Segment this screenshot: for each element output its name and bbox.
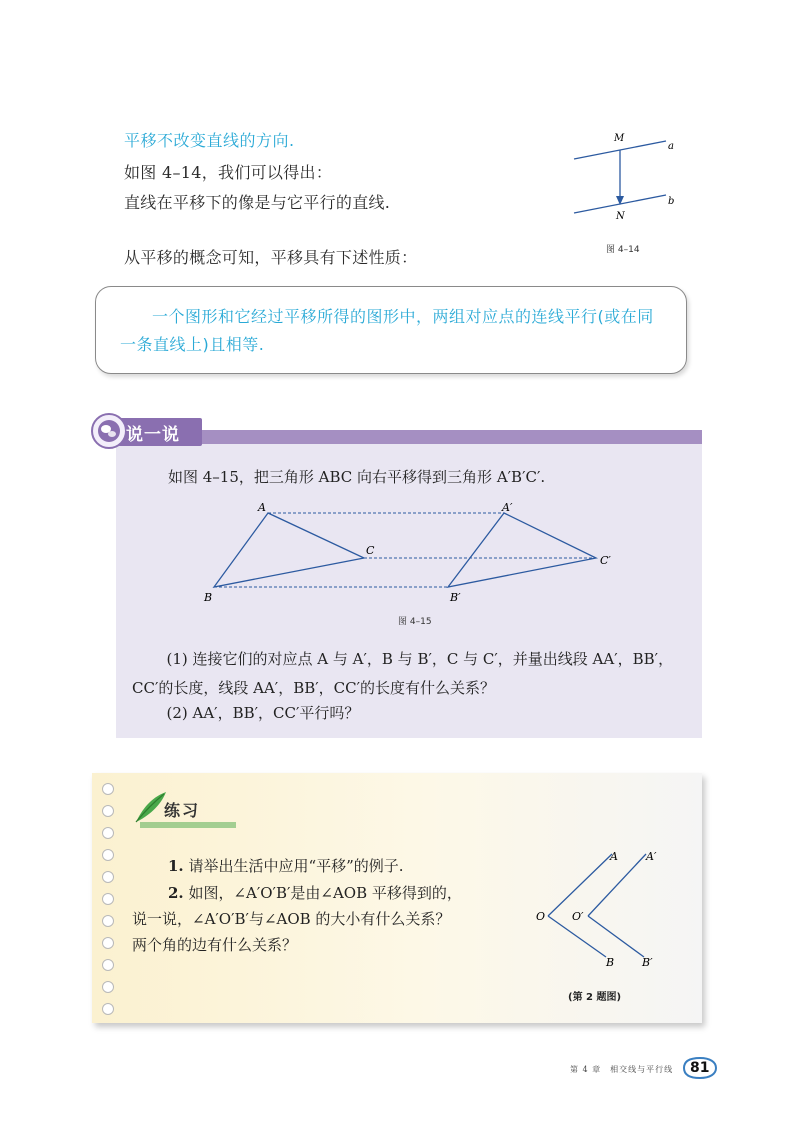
practice-underline <box>140 822 236 828</box>
discuss-header-bar <box>180 430 702 444</box>
label-O-prime: O′ <box>572 910 584 923</box>
triangle-a1b1c1 <box>448 513 596 587</box>
figure-4-14-caption: 图 4–14 <box>606 245 640 255</box>
question-number: 2. <box>168 884 184 902</box>
intro-line-1: 如图 4–14，我们可以得出： <box>124 163 333 182</box>
binder-ring <box>102 849 114 861</box>
triangle-abc <box>214 513 364 587</box>
label-B-prime: B′ <box>642 956 653 969</box>
label-B: B <box>204 591 213 604</box>
label-A: A <box>258 501 266 514</box>
speech-bubble-icon <box>90 412 128 450</box>
figure-question-2-caption: (第 2 题图) <box>568 992 622 1003</box>
binder-ring <box>102 871 114 883</box>
discuss-label: 说一说 <box>126 425 180 445</box>
practice-question-1 <box>168 855 404 876</box>
binder-ring <box>102 959 114 971</box>
question-text: 请举出生活中应用“平移”的例子. <box>188 857 404 875</box>
binder-ring <box>102 783 114 795</box>
figure-4-14 <box>566 128 686 228</box>
label-C-prime: C′ <box>600 554 611 567</box>
label-C: C <box>366 544 375 557</box>
label-O: O <box>536 910 546 923</box>
label-A-prime: A′ <box>646 850 657 863</box>
intro-line-2: 直线在平移下的像是与它平行的直线. <box>124 193 391 212</box>
label-B: B <box>606 956 615 969</box>
property-text: 一个图形和它经过平移所得的图形中，两组对应点的连线平行(或在同一条直线上)且相等. <box>120 307 654 354</box>
discuss-question-1: (1) 连接它们的对应点 A 与 A′，B 与 B′，C 与 C′，并量出线段 AA′，BB′，CC′的长度，线段 AA′，BB′，CC′的长度有什么关系？ <box>132 650 674 697</box>
intro-line-3: 从平移的概念可知，平移具有下述性质： <box>124 248 418 267</box>
question-number: 1. <box>168 857 184 875</box>
binder-ring <box>102 893 114 905</box>
label-N: N <box>616 211 625 222</box>
discuss-question-2: (2) AA′，BB′，CC′平行吗？ <box>166 704 360 722</box>
chapter-footer: 第 4 章 相交线与平行线 <box>570 1065 674 1074</box>
binder-ring <box>102 827 114 839</box>
binder-ring <box>102 937 114 949</box>
discuss-intro: 如图 4–15，把三角形 ABC 向右平移得到三角形 A′B′C′. <box>168 468 546 486</box>
question-text: 如图，∠A′O′B′是由∠AOB 平移得到的， <box>188 884 462 902</box>
practice-question-2-line-3: 两个角的边有什么关系？ <box>132 936 298 954</box>
practice-label: 练习 <box>164 801 201 820</box>
label-A: A <box>610 850 618 863</box>
practice-question-2 <box>168 882 462 903</box>
figure-question-2 <box>530 842 680 972</box>
ray-o1a1 <box>588 854 646 916</box>
figure-4-15 <box>196 498 626 606</box>
label-b: b <box>668 196 675 207</box>
feather-icon <box>132 790 168 824</box>
label-A-prime: A′ <box>502 501 513 514</box>
label-B-prime: B′ <box>450 591 461 604</box>
practice-question-2-line-2: 说一说，∠A′O′B′与∠AOB 的大小有什么关系？ <box>132 910 451 928</box>
section-heading: 平移不改变直线的方向. <box>124 131 295 150</box>
label-M: M <box>614 133 625 144</box>
binder-ring <box>102 981 114 993</box>
binder-ring <box>102 1003 114 1015</box>
binder-ring <box>102 805 114 817</box>
label-a: a <box>668 141 674 152</box>
figure-4-15-caption: 图 4–15 <box>398 617 432 627</box>
binder-ring <box>102 915 114 927</box>
page-number: 81 <box>690 1060 710 1076</box>
ray-oa <box>548 854 612 916</box>
